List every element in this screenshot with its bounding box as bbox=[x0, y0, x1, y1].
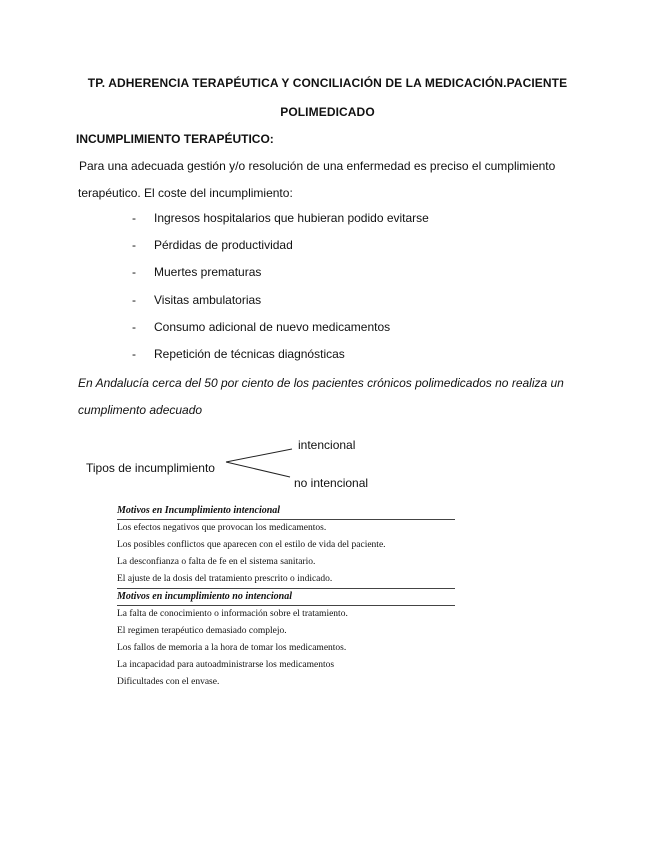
diagram-branch-lines bbox=[220, 445, 300, 485]
branch-line-bottom bbox=[226, 462, 290, 477]
bullet-dash: - bbox=[132, 211, 136, 225]
cost-list bbox=[132, 210, 429, 373]
branch-line-top bbox=[226, 449, 292, 462]
table-row: Los posibles conflictos que aparecen con el estilo de vida del paciente. bbox=[117, 540, 386, 550]
bullet-dash: - bbox=[132, 238, 136, 253]
table-section-title-intencional: Motivos en Incumplimiento intencional bbox=[117, 505, 281, 516]
bullet-dash: - bbox=[132, 319, 136, 334]
table-row: Los fallos de memoria a la hora de tomar los medicamentos. bbox=[117, 643, 347, 653]
table-row: Dificultades con el envase. bbox=[117, 677, 220, 687]
document-title-line1: TP. ADHERENCIA TERAPÉUTICA Y CONCILIACIÓN DE LA MEDICACIÓN.PACIENTE bbox=[87, 76, 568, 90]
note-line2: cumplimento adecuado bbox=[78, 403, 203, 417]
section-heading: INCUMPLIMIENTO TERAPÉUTICO: bbox=[76, 132, 274, 146]
table-row: Los efectos negativos que provocan los medicamentos. bbox=[117, 523, 327, 533]
diagram-branch-no-intencional: no intencional bbox=[294, 476, 369, 490]
table-row: El ajuste de la dosis del tratamiento prescrito o indicado. bbox=[117, 574, 333, 584]
intro-line2: terapéutico. El coste del incumplimiento: bbox=[78, 186, 293, 200]
list-item: - Visitas ambulatorias bbox=[132, 292, 262, 307]
motivos-table bbox=[117, 503, 455, 691]
bullet-dash: - bbox=[132, 346, 136, 361]
table-row: La falta de conocimiento o información sobre el tratamiento. bbox=[117, 609, 348, 619]
table-row: El regimen terapéutico demasiado complejo. bbox=[117, 626, 287, 636]
table-row: La incapacidad para autoadministrarse los medicamentos bbox=[117, 660, 335, 670]
list-item: - Pérdidas de productividad bbox=[132, 238, 293, 253]
document-title-line2: POLIMEDICADO bbox=[280, 105, 375, 119]
list-item: - Consumo adicional de nuevo medicamentos bbox=[132, 319, 391, 334]
diagram-branch-intencional: intencional bbox=[298, 438, 356, 452]
diagram-root-label: Tipos de incumplimiento bbox=[86, 461, 215, 475]
list-item: - Ingresos hospitalarios que hubieran podido evitarse bbox=[132, 211, 429, 225]
list-item: - Repetición de técnicas diagnósticas bbox=[132, 346, 345, 361]
table-row: La desconfianza o falta de fe en el sistema sanitario. bbox=[117, 557, 316, 567]
bullet-dash: - bbox=[132, 265, 136, 280]
table-section-title-no-intencional: Motivos en incumplimiento no intencional bbox=[117, 591, 293, 602]
bullet-dash: - bbox=[132, 292, 136, 307]
note-line1: En Andalucía cerca del 50 por ciento de los pacientes crónicos polimedicados no realiza un bbox=[78, 376, 564, 390]
intro-line1: Para una adecuada gestión y/o resolución de una enfermedad es preciso el cumplimiento bbox=[79, 159, 556, 173]
list-item: - Muertes prematuras bbox=[132, 265, 262, 280]
